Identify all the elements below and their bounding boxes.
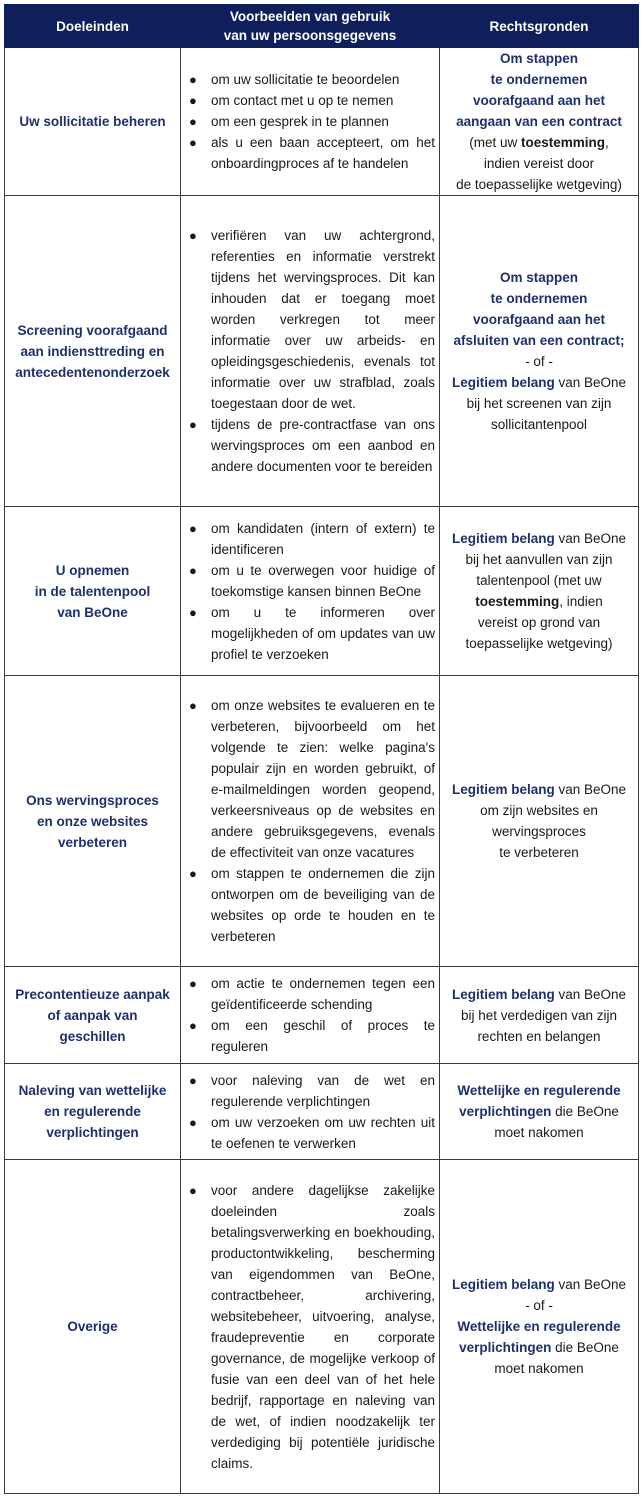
basis-line: indien vereist door — [483, 156, 595, 171]
table-row — [5, 1160, 639, 1494]
list-item: ● verifiëren van uw achtergrond, referenties en informatie verstrekt tijdens het wervingsproces. Dit kan inhouden dat er toegang moet worden verkregen tot meer informatie over uw arbeids- en opleidingsgeschiedenis, evenals tot informatie over uw strafblad, zoals toegestaan door de wet. — [187, 225, 435, 414]
purpose-line: Naleving van wettelijke — [18, 1083, 167, 1098]
basis-line: de toepasselijke wetgeving) — [456, 177, 622, 192]
bullet-icon: ● — [189, 228, 197, 243]
legal-basis-cell — [440, 967, 639, 1064]
basis-line: voorafgaand aan het — [472, 312, 606, 327]
list-item: ● om een geschil of proces te reguleren — [187, 1015, 435, 1057]
purpose-cell — [5, 507, 181, 676]
basis-line: bij het verdedigen van zijn — [460, 1007, 618, 1023]
purpose-line: Uw sollicitatie beheren — [19, 114, 166, 129]
header-legal-basis: Rechtsgronden — [440, 5, 639, 48]
purpose-line: en onze websites — [36, 813, 149, 829]
bullet-icon: ● — [189, 520, 197, 536]
bullet-icon: ● — [189, 562, 197, 578]
legal-basis-cell — [440, 48, 639, 196]
basis-line: Legitiem belang van BeOne — [451, 531, 627, 546]
purpose-cell — [5, 1160, 181, 1494]
basis-line: moet nakomen — [494, 1361, 584, 1376]
purpose-cell — [5, 48, 181, 196]
bullet-icon: ● — [189, 93, 197, 108]
legal-basis-cell — [440, 676, 639, 967]
list-item: ● om u te overwegen voor huidige of toekomstige kansen binnen BeOne — [187, 560, 435, 602]
bullet-icon: ● — [189, 1182, 197, 1198]
basis-line: Wettelijke en regulerende — [457, 1083, 621, 1098]
purpose-line: U opnemen — [55, 562, 130, 578]
list-item: ● tijdens de pre-contractfase van ons wervingsproces om een aanbod en andere documenten voor te bereiden — [187, 414, 435, 477]
bullet-icon: ● — [189, 976, 197, 991]
table-row — [5, 676, 639, 967]
list-item: ● om uw sollicitatie te beoordelen — [187, 69, 435, 90]
header-purposes: Doeleinden — [5, 5, 181, 48]
list-item: ● om u te informeren over mogelijkheden of om updates van uw profiel te verzoeken — [187, 602, 435, 665]
purpose-line: aan indiensttreding en — [20, 343, 165, 359]
basis-line: bij het aanvullen van zijn — [465, 552, 613, 567]
bullet-icon: ● — [189, 604, 197, 620]
examples-cell — [181, 1160, 440, 1494]
bullet-icon: ● — [189, 417, 197, 432]
table-row — [5, 48, 639, 196]
basis-line: Wettelijke en regulerende — [457, 1319, 621, 1334]
table-row — [5, 196, 639, 507]
list-item: ● om kandidaten (intern of extern) te identificeren — [187, 518, 435, 560]
basis-line: Om stappen — [499, 51, 578, 66]
bullet-icon: ● — [189, 698, 197, 713]
examples-cell — [181, 967, 440, 1064]
list-item: ● voor andere dagelijkse zakelijke doeleinden zoals betalingsverwerking en boekhouding, productontwikkeling, bescherming van eigendommen van BeOne, contractbeheer, archivering, websitebeheer, uitvoering, analyse, fraudepreventie en corporate governance, de mogelijke verkoop of fusie van een deel van of het hele bedrijf, rapportage en naleving van de wet, of indien noodzakelijk ter verdediging bij potentiële juridische claims. — [187, 1180, 435, 1474]
bullet-icon: ● — [189, 135, 197, 150]
legal-basis-cell — [440, 507, 639, 676]
basis-line: te ondernemen — [490, 291, 588, 306]
purpose-line: en regulerende — [44, 1104, 141, 1119]
purpose-line: antecedentenonderzoek — [15, 364, 170, 380]
header-examples-line1: Voorbeelden van gebruik — [229, 9, 391, 24]
basis-separator: - of - — [525, 1298, 553, 1313]
list-item: ● om onze websites te evalueren en te verbeteren, bijvoorbeeld om het volgende te zien: welke pagina's populair zijn en worden gebruikt, of e-mailmeldingen worden geopend, verkeersniveaus op de websites en andere gebruiksgegevens, evenals de effectiviteit van onze vacatures — [187, 695, 435, 863]
basis-line: (met uw toestemming, — [469, 135, 609, 150]
purpose-line: Ons wervingsproces — [26, 792, 159, 808]
basis-line: rechten en belangen — [477, 1028, 601, 1044]
examples-list — [181, 1180, 439, 1474]
purpose-cell — [5, 1064, 181, 1160]
bullet-icon: ● — [189, 72, 197, 87]
purpose-line: Screening voorafgaand — [17, 322, 168, 338]
examples-list — [181, 973, 439, 1057]
basis-line: toestemming, indien — [475, 594, 603, 609]
basis-line: Om stappen — [499, 270, 578, 285]
examples-cell — [181, 507, 440, 676]
examples-cell — [181, 196, 440, 507]
basis-line: wervingsproces — [492, 824, 586, 839]
legal-basis-cell — [440, 1064, 639, 1160]
basis-line: om zijn websites en — [480, 803, 598, 818]
legal-basis-cell — [440, 1160, 639, 1494]
basis-line: moet nakomen — [494, 1125, 584, 1140]
table-header-row — [5, 5, 639, 48]
bullet-icon: ● — [189, 114, 197, 129]
table-row — [5, 1064, 639, 1160]
legal-basis-table — [4, 4, 639, 1494]
list-item: ● als u een baan accepteert, om het onboardingproces af te handelen — [187, 132, 435, 174]
list-item: ● om een gesprek in te plannen — [187, 111, 435, 132]
examples-list — [181, 518, 439, 665]
list-item: ● om stappen te ondernemen die zijn ontworpen om de beveiliging van de websites op orde te houden en te verbeteren — [187, 863, 435, 947]
bullet-icon: ● — [189, 1018, 197, 1033]
basis-line: Legitiem belang van BeOne — [451, 986, 627, 1002]
list-item: ● voor naleving van de wet en regulerende verplichtingen — [187, 1070, 435, 1112]
basis-line: afsluiten van een contract; — [453, 333, 625, 348]
purpose-line: of aanpak van — [47, 1007, 138, 1023]
examples-list — [181, 695, 439, 947]
basis-line: talentenpool (met uw — [476, 573, 602, 588]
list-item: ● om contact met u op te nemen — [187, 90, 435, 111]
purpose-line: Precontentieuze aanpak — [15, 986, 170, 1002]
table-row — [5, 967, 639, 1064]
basis-line: aangaan van een contract — [456, 114, 622, 129]
basis-line: sollicitantenpool — [490, 417, 588, 432]
bullet-icon: ● — [189, 1114, 197, 1130]
basis-line: vereist op grond van — [477, 615, 601, 630]
bullet-icon: ● — [189, 866, 197, 881]
purpose-line: van BeOne — [57, 604, 128, 620]
purpose-line: verplichtingen — [46, 1125, 139, 1140]
legal-basis-cell — [440, 196, 639, 507]
basis-line: te verbeteren — [499, 845, 579, 860]
purpose-cell — [5, 676, 181, 967]
purpose-cell — [5, 967, 181, 1064]
basis-line: Legitiem belang van BeOne — [451, 782, 627, 797]
basis-line: Legitiem belang van BeOne — [451, 375, 627, 390]
examples-cell — [181, 48, 440, 196]
purpose-line: geschillen — [59, 1028, 126, 1044]
list-item: ● om uw verzoeken om uw rechten uit te oefenen te verwerken — [187, 1112, 435, 1154]
examples-list — [181, 225, 439, 477]
examples-cell — [181, 676, 440, 967]
basis-line: verplichtingen die BeOne — [459, 1104, 619, 1119]
examples-cell — [181, 1064, 440, 1160]
purpose-line: in de talentenpool — [34, 583, 151, 599]
bullet-icon: ● — [189, 1072, 197, 1088]
header-examples — [181, 5, 440, 48]
examples-list — [181, 1070, 439, 1154]
basis-line: verplichtingen die BeOne — [459, 1340, 619, 1355]
basis-separator: - of - — [525, 354, 553, 369]
basis-line: Legitiem belang van BeOne — [451, 1277, 627, 1292]
list-item: ● om actie te ondernemen tegen een geïdentificeerde schending — [187, 973, 435, 1015]
purpose-line: Overige — [67, 1319, 118, 1334]
header-examples-line2: van uw persoonsgegevens — [223, 28, 397, 43]
examples-list — [181, 69, 439, 174]
basis-line: bij het screenen van zijn — [466, 396, 612, 411]
purpose-cell — [5, 196, 181, 507]
basis-line: voorafgaand aan het — [472, 93, 606, 108]
basis-line: toepasselijke wetgeving) — [465, 636, 613, 651]
purpose-line: verbeteren — [57, 834, 128, 850]
table-row — [5, 507, 639, 676]
basis-line: te ondernemen — [490, 72, 588, 87]
